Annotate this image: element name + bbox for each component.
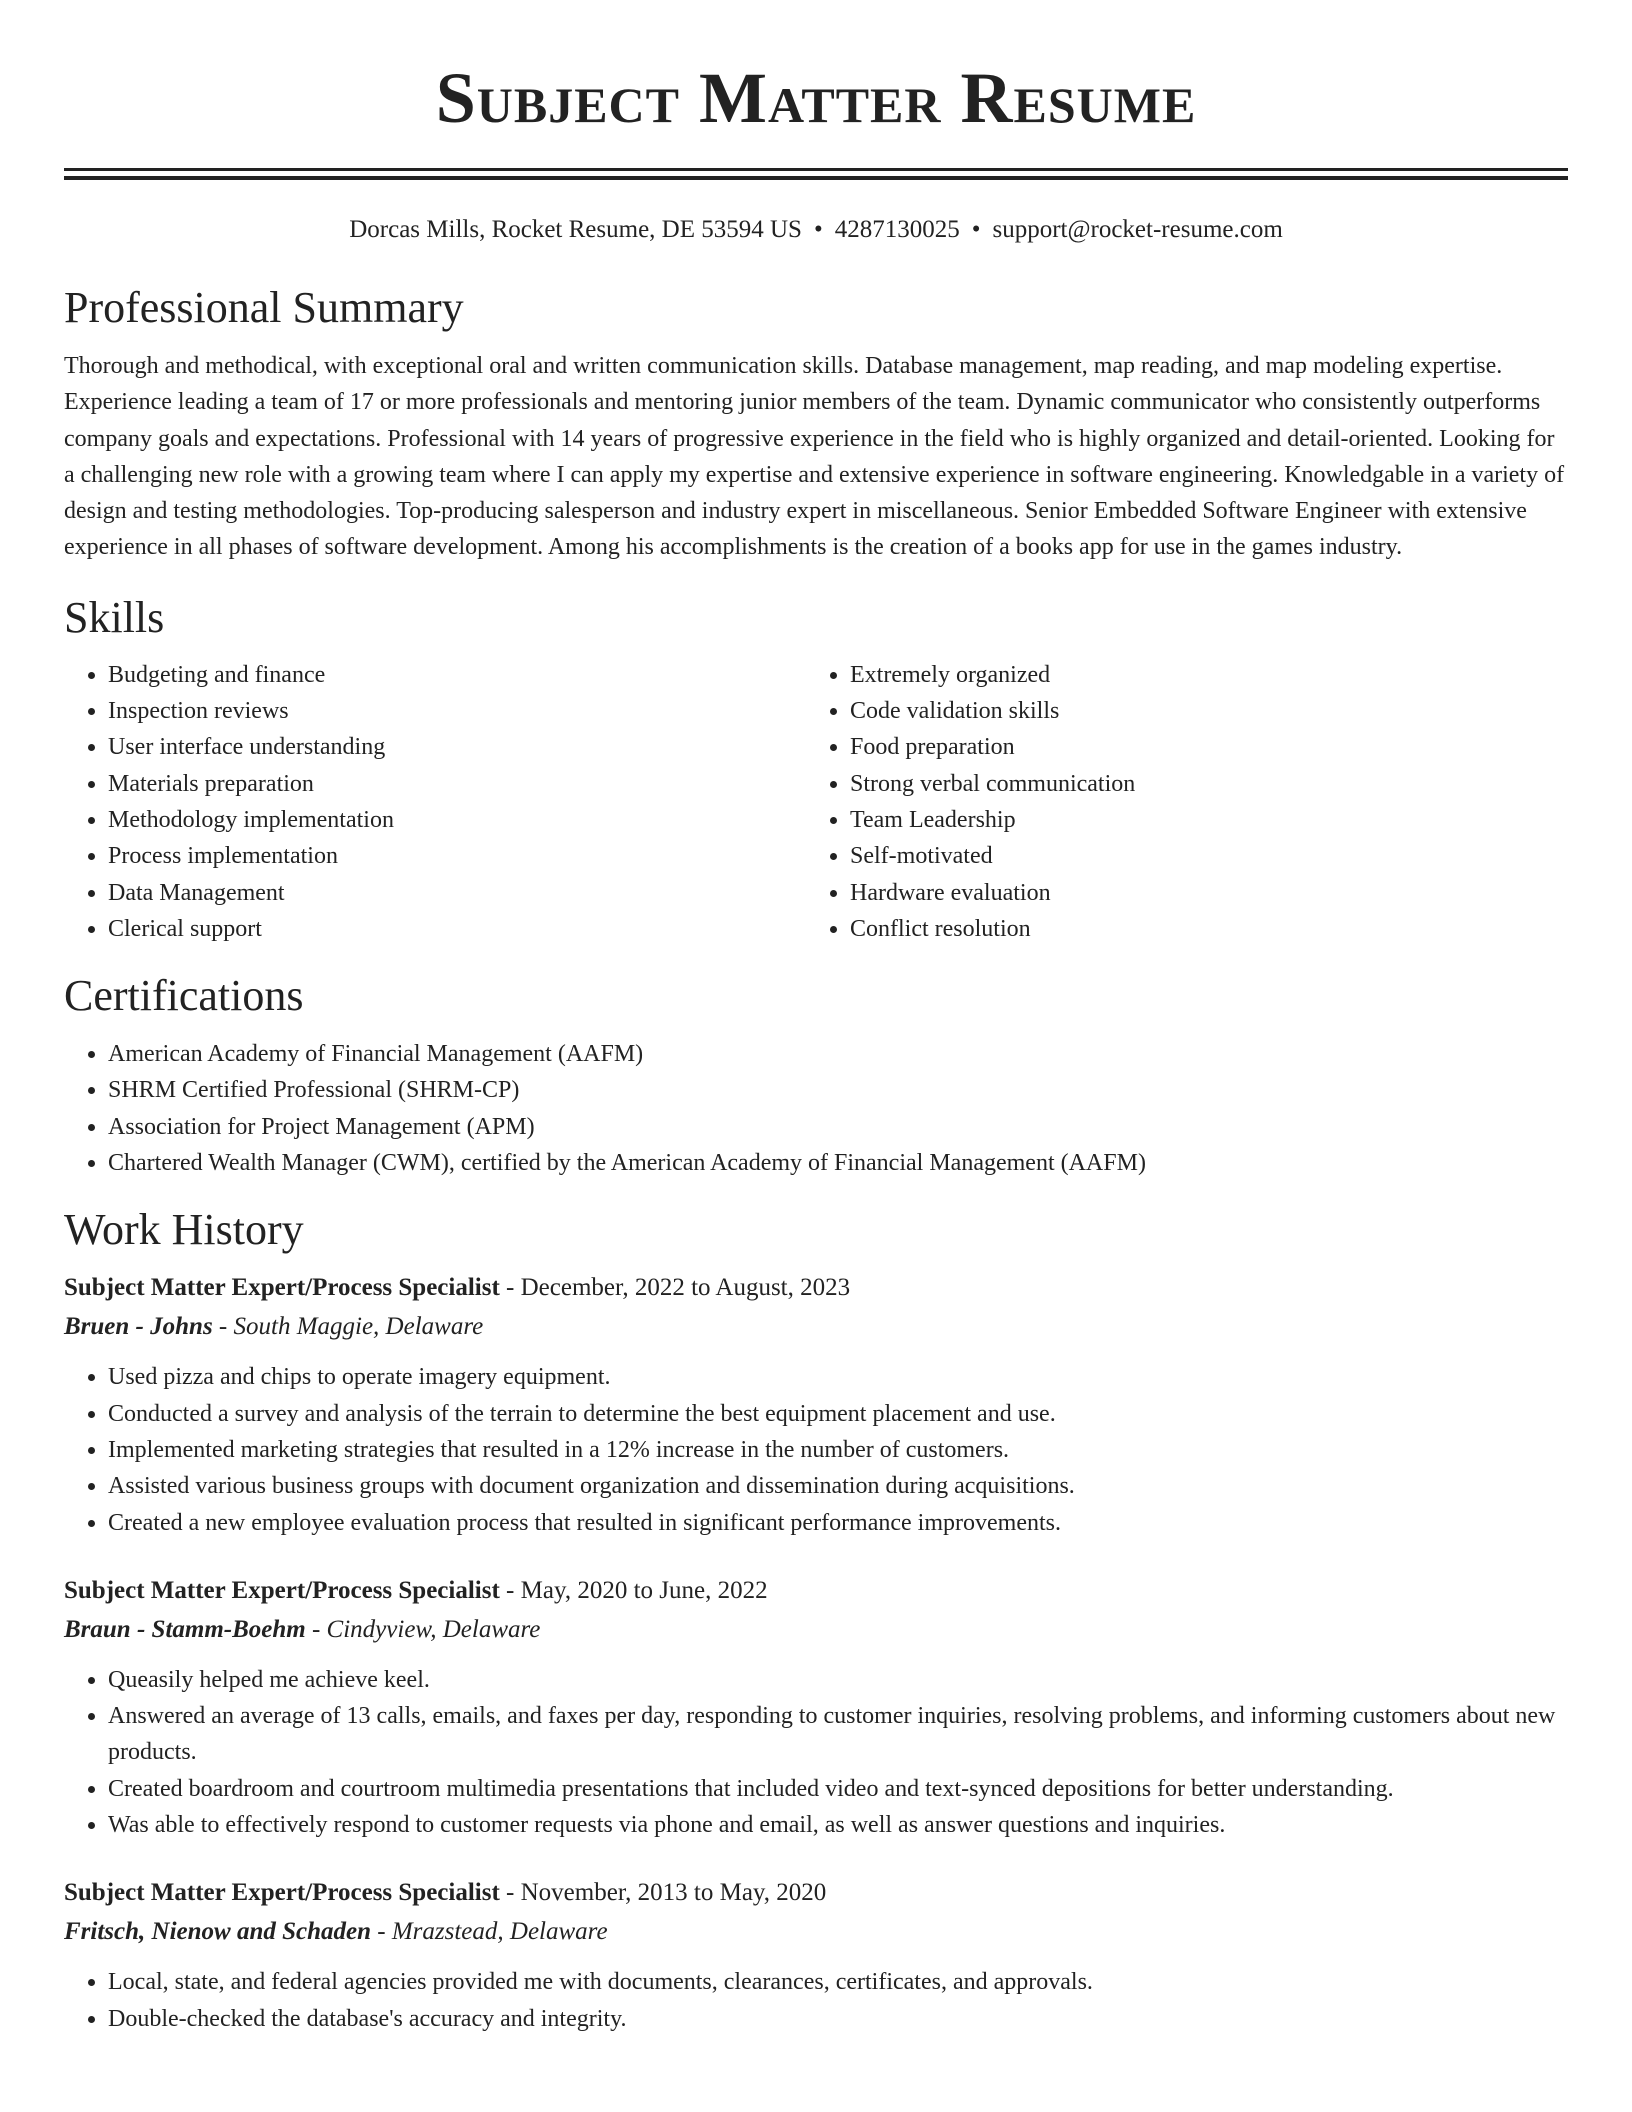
- work-history-heading: Work History: [64, 1205, 304, 1255]
- job-title: Subject Matter Expert/Process Specialist: [64, 1274, 500, 1302]
- skill-item: • Self-motivated: [850, 838, 1548, 874]
- job-dates: - May, 2020 to June, 2022: [499, 1576, 768, 1604]
- skills-column-right: [806, 657, 1548, 947]
- company-name: Fritsch, Nienow and Schaden: [64, 1918, 372, 1946]
- contact-separator: •: [813, 216, 823, 243]
- skill-item: • Food preparation: [850, 729, 1548, 765]
- certification-item: • Chartered Wealth Manager (CWM), certified by the American Academy of Financial Management (AAFM): [108, 1145, 1568, 1181]
- certifications-list: [64, 1036, 1568, 1181]
- contact-address: Dorcas Mills, Rocket Resume, DE 53594 US: [349, 216, 802, 243]
- contact-email: support@rocket-resume.com: [992, 216, 1283, 243]
- skill-item: • Budgeting and finance: [108, 657, 806, 693]
- company-location: - Cindyview, Delaware: [305, 1615, 541, 1643]
- job-entry: [64, 1875, 1568, 2037]
- company-line: [64, 1612, 1568, 1648]
- job-entry: [64, 1270, 1568, 1540]
- skill-item: • Code validation skills: [850, 693, 1548, 729]
- skill-item: • Conflict resolution: [850, 911, 1548, 947]
- summary-text: Thorough and methodical, with exceptional oral and written communication skills. Database management, map reading, and map modeling expertise. Experience leading a team of 17 or more professionals and mentoring junior members of the team. Dynamic communicator who consistently outperforms company goals and expectations. Professional with 14 years of progressive experience in the field who is highly organized and detail-oriented. Looking for a challenging new role with a growing team where I can apply my expertise and extensive experience in software engineering. Knowledgable in a variety of design and testing methodologies. Top-producing salesperson and industry expert in miscellaneous. Senior Embedded Software Engineer with extensive experience in all phases of software development. Among his accomplishments is the creation of a books app for use in the games industry.: [64, 353, 1565, 561]
- company-location: - South Maggie, Delaware: [212, 1313, 484, 1341]
- certification-item: • SHRM Certified Professional (SHRM-CP): [108, 1072, 1568, 1108]
- skill-item: • Methodology implementation: [108, 802, 806, 838]
- certification-item: • Association for Project Management (APM): [108, 1109, 1568, 1145]
- title-divider-bottom: [64, 176, 1568, 180]
- job-dates: - December, 2022 to August, 2023: [499, 1274, 851, 1302]
- skill-item: • Materials preparation: [108, 766, 806, 802]
- skill-item: • Clerical support: [108, 911, 806, 947]
- contact-phone: 4287130025: [834, 216, 960, 243]
- skill-item: • Process implementation: [108, 838, 806, 874]
- job-title-line: [64, 1573, 1568, 1609]
- skill-item: • Team Leadership: [850, 802, 1548, 838]
- job-bullet: • Double-checked the database's accuracy and integrity.: [108, 2001, 1568, 2037]
- job-bullets: [64, 1964, 1568, 2037]
- job-bullet: • Local, state, and federal agencies provided me with documents, clearances, certificates, and approvals.: [108, 1964, 1568, 2000]
- company-line: [64, 1914, 1568, 1950]
- job-title-line: [64, 1875, 1568, 1911]
- company-name: Bruen - Johns: [64, 1313, 213, 1341]
- skills-list: [64, 657, 1568, 947]
- job-bullet: • Implemented marketing strategies that resulted in a 12% increase in the number of customers.: [108, 1432, 1568, 1468]
- job-bullet: • Assisted various business groups with document organization and dissemination during acquisitions.: [108, 1468, 1568, 1504]
- summary-heading: Professional Summary: [64, 283, 464, 332]
- skill-item: • Strong verbal communication: [850, 766, 1548, 802]
- job-title-line: [64, 1270, 1568, 1306]
- skill-item: • User interface understanding: [108, 729, 806, 765]
- job-bullet: • Answered an average of 13 calls, emails, and faxes per day, responding to customer inquiries, resolving problems, and informing customers about new products.: [108, 1698, 1568, 1771]
- skill-item: • Data Management: [108, 875, 806, 911]
- job-bullets: [64, 1662, 1568, 1843]
- skills-heading: Skills: [64, 592, 165, 642]
- job-bullet: • Conducted a survey and analysis of the terrain to determine the best equipment placement and use.: [108, 1396, 1568, 1432]
- job-bullet: • Created a new employee evaluation process that resulted in significant performance improvements.: [108, 1505, 1568, 1541]
- certification-item: • American Academy of Financial Management (AAFM): [108, 1036, 1568, 1072]
- skills-column-left: [64, 657, 806, 947]
- skill-item: • Extremely organized: [850, 657, 1548, 693]
- skill-item: • Inspection reviews: [108, 693, 806, 729]
- job-entry: [64, 1573, 1568, 1843]
- contact-separator: •: [971, 216, 981, 243]
- job-title: Subject Matter Expert/Process Specialist: [64, 1576, 500, 1604]
- skill-item: • Hardware evaluation: [850, 875, 1548, 911]
- contact-line: [64, 214, 1568, 246]
- job-bullet: • Used pizza and chips to operate imagery equipment.: [108, 1359, 1568, 1395]
- job-bullet: • Created boardroom and courtroom multimedia presentations that included video and text-synced depositions for better understanding.: [108, 1771, 1568, 1807]
- company-location: - Mrazstead, Delaware: [371, 1918, 608, 1946]
- resume-page: [64, 0, 1568, 2037]
- title-divider-top: [64, 168, 1568, 171]
- job-title: Subject Matter Expert/Process Specialist: [64, 1879, 500, 1907]
- company-line: [64, 1309, 1568, 1345]
- job-bullet: • Was able to effectively respond to customer requests via phone and email, as well as answer questions and inquiries.: [108, 1807, 1568, 1843]
- resume-title: Subject Matter Resume: [435, 58, 1197, 138]
- job-dates: - November, 2013 to May, 2020: [499, 1879, 827, 1907]
- job-bullets: [64, 1359, 1568, 1540]
- certifications-heading: Certifications: [64, 971, 304, 1021]
- job-bullet: • Queasily helped me achieve keel.: [108, 1662, 1568, 1698]
- company-name: Braun - Stamm-Boehm: [64, 1615, 306, 1643]
